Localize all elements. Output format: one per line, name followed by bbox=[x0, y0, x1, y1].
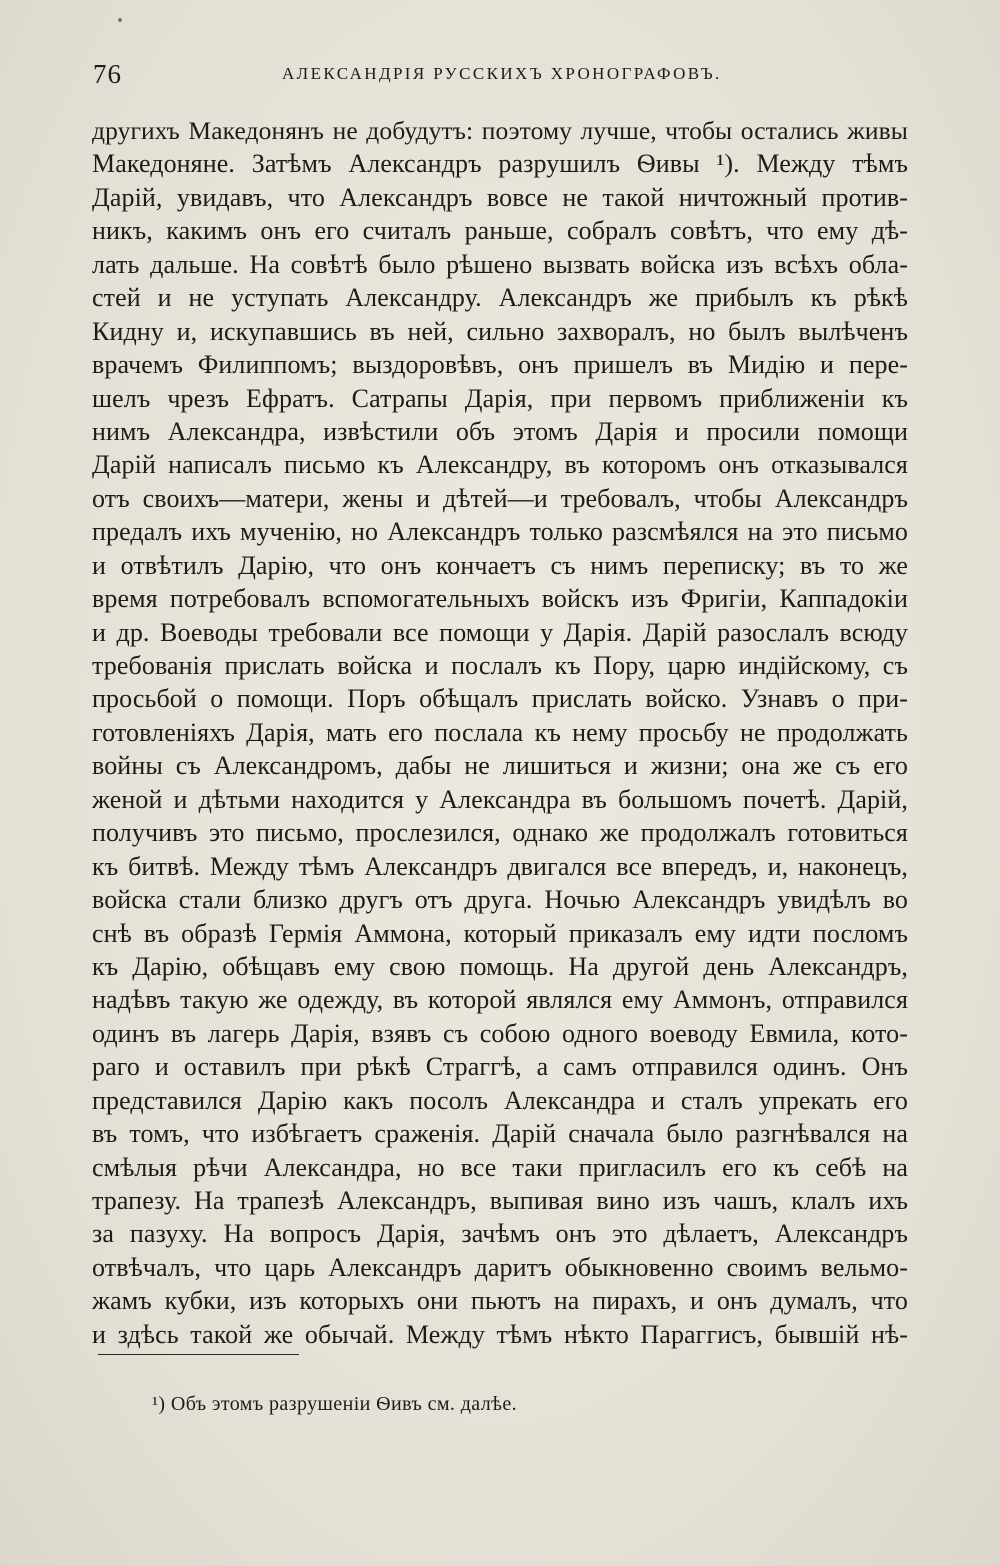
text-line: и отвѣтилъ Дарію, что онъ кончаетъ съ нимъ переписку; въ то же bbox=[92, 550, 908, 580]
text-line: войны съ Александромъ, дабы не лишиться и жизни; она же съ его bbox=[92, 751, 908, 781]
text-line: за пазуху. На вопросъ Дарія, зачѣмъ онъ это дѣлаетъ, Александръ bbox=[92, 1219, 908, 1249]
text-line: представился Дарію какъ посолъ Александра и сталъ упрекать его bbox=[92, 1085, 908, 1115]
text-line: къ Дарію, обѣщавъ ему свою помощь. На другой день Александръ, bbox=[92, 951, 908, 981]
text-line: женой и дѣтьми находится у Александра въ большомъ почетѣ. Дарій, bbox=[92, 784, 908, 814]
text-line: и здѣсь такой же обычай. Между тѣмъ нѣкто Параггисъ, бывшій нѣ- bbox=[92, 1319, 908, 1349]
text-line: просьбой о помощи. Поръ обѣщалъ прислать войско. Узнавъ о при- bbox=[92, 684, 908, 714]
text-line: къ битвѣ. Между тѣмъ Александръ двигался все впередъ, и, наконецъ, bbox=[92, 851, 908, 881]
running-title: АЛЕКСАНДРІЯ РУССКИХЪ ХРОНОГРАФОВЪ. bbox=[282, 64, 722, 83]
text-line: лать дальше. На совѣтѣ было рѣшено вызвать войска изъ всѣхъ обла- bbox=[92, 249, 908, 279]
text-line: надѣвъ такую же одежду, въ которой являлся ему Аммонъ, отправился bbox=[92, 985, 908, 1015]
text-line: Дарій написалъ письмо къ Александру, въ которомъ онъ отказывался bbox=[92, 450, 908, 480]
text-line: одинъ въ лагерь Дарія, взявъ съ собою одного воеводу Евмила, кото- bbox=[92, 1018, 908, 1048]
text-line: трапезу. На трапезѣ Александръ, выпивая вино изъ чашъ, клалъ ихъ bbox=[92, 1186, 908, 1215]
text-line: въ томъ, что избѣгаетъ сраженія. Дарій сначала было разгнѣвался на bbox=[92, 1119, 908, 1149]
page-number: 76 bbox=[93, 59, 122, 89]
text-line: шелъ чрезъ Ефратъ. Сатрапы Дарія, при первомъ приближеніи къ bbox=[92, 383, 908, 413]
text-line: получивъ это письмо, прослезился, однако же продолжалъ готовиться bbox=[92, 818, 908, 848]
text-line: никъ, какимъ онъ его считалъ раньше, собралъ совѣтъ, что ему дѣ- bbox=[92, 216, 908, 246]
text-line: снѣ въ образѣ Гермія Аммона, который приказалъ ему идти посломъ bbox=[92, 918, 908, 948]
text-line: требованія прислать войска и послалъ къ Пору, царю индійскому, съ bbox=[92, 651, 908, 680]
text-line: предалъ ихъ мученію, но Александръ только разсмѣялся на это письмо bbox=[92, 517, 908, 547]
body-text bbox=[92, 114, 908, 1351]
text-line: готовленіяхъ Дарія, мать его послала къ нему просьбу не продолжать bbox=[92, 717, 908, 747]
text-line: отвѣчалъ, что царь Александръ даритъ обыкновенно своимъ вельмо- bbox=[92, 1252, 908, 1282]
ink-speck bbox=[118, 18, 122, 22]
text-line: войска стали близко другъ отъ друга. Ночью Александръ увидѣлъ во bbox=[92, 885, 908, 915]
text-line: Кидну и, искупавшись въ ней, сильно захворалъ, но былъ вылѣченъ bbox=[92, 316, 908, 346]
text-line: Македоняне. Затѣмъ Александръ разрушилъ Ѳивы ¹). Между тѣмъ bbox=[92, 149, 908, 179]
text-line: стей и не уступать Александру. Александръ же прибылъ къ рѣкѣ bbox=[92, 283, 908, 313]
text-line: время потребовалъ вспомогательныхъ войскъ изъ Фригіи, Каппадокіи bbox=[92, 584, 908, 614]
text-line: нимъ Александра, извѣстили объ этомъ Дарія и просили помощи bbox=[92, 416, 908, 446]
text-line: Дарій, увидавъ, что Александръ вовсе не такой ничтожный против- bbox=[92, 182, 908, 212]
footnote: ¹) Объ этомъ разрушеніи Ѳивъ см. далѣе. bbox=[152, 1393, 518, 1415]
text-line: и др. Воеводы требовали все помощи у Дарія. Дарій разослалъ всюду bbox=[92, 617, 908, 647]
text-line: раго и оставилъ при рѣкѣ Страггѣ, а самъ отправился одинъ. Онъ bbox=[92, 1052, 908, 1082]
text-line: жамъ кубки, изъ которыхъ они пьютъ на пирахъ, и онъ думалъ, что bbox=[92, 1286, 908, 1316]
footnote-divider bbox=[98, 1354, 299, 1355]
text-line: другихъ Македонянъ не добудутъ: поэтому лучше, чтобы остались живы bbox=[92, 116, 908, 145]
text-line: смѣлыя рѣчи Александра, но все таки пригласилъ его къ себѣ на bbox=[92, 1152, 908, 1182]
text-line: врачемъ Филиппомъ; выздоровѣвъ, онъ пришелъ въ Мидію и пере- bbox=[92, 350, 908, 380]
text-line: отъ своихъ—матери, жены и дѣтей—и требовалъ, чтобы Александръ bbox=[92, 483, 908, 513]
